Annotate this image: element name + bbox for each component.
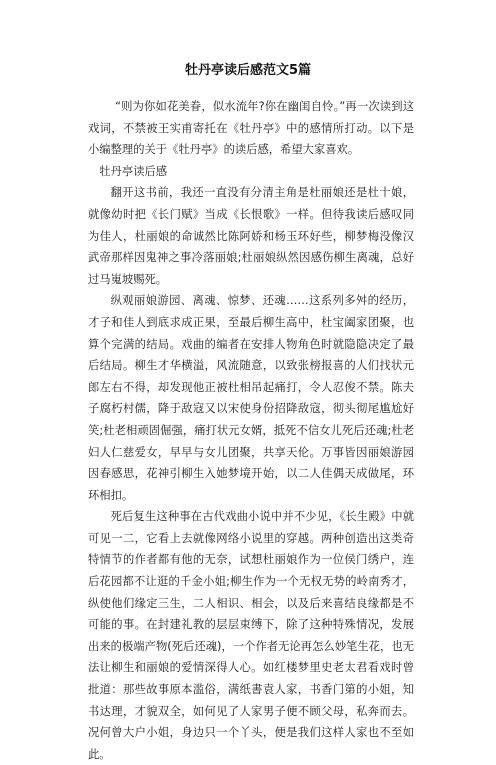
document-title: 牡丹亭读后感范文5篇 <box>184 63 312 78</box>
body-paragraph: 死后复生这种事在古代戏曲小说中并不少见，《长生殿》中就可见一二，它看上去就像网络小说里的穿越。两种创造出这类奇特情节的作者都有他的无奈，试想杜丽娘作为一位侯门绣户，连后花园都不让逛的千金小姐;柳生作为一个无权无势的岭南秀才，纵使他们缘定三生，二人相识、相会，以及后来喜结良缘都是不可能的事。在封建礼教的层层束缚下，除了这种特殊情况，发展出来的极端产物(死后还魂)，一个作者无论再怎么妙笔生花，也无法让柳生和丽娘的爱情深得人心。如红楼梦里史老太君看戏时曾批道：那些故事原本滥俗，满纸書袁人家，书香门第的小姐，知书达理，才貌双全，如何见了人家男子便不顾父母，私奔而去。况何曾大户小姐，身边只一个丫头，便是我们这样人家也不至如此。 <box>88 510 414 761</box>
body-paragraph: 翻开这书前，我还一直没有分清主角是杜丽娘还是杜十娘，就像幼时把《长门赋》当成《长恨歌》一样。但待我读后感叹同为佳人，杜丽娘的命诚然比陈阿娇和杨玉环好些，柳梦梅没像汉武帝那样因鬼神之事冷落丽娘;杜丽娘纵然因感伤柳生离魂，总好过马嵬坡赐死。 <box>88 186 414 286</box>
body-paragraph: 纵观丽娘游园、离魂、惊梦、还魂……这系列多舛的经历，才子和佳人到底求成正果，至最后柳生高中，杜宝阖家团聚，也算个完满的结局。戏曲的编者在安排人物角色时就隐隐决定了最后结局。柳生才华横溢，风流随意，以致张榜报喜的人们找状元郎左右不得，却发现他正被杜相吊起痛打，令人忍俊不禁。陈夫子腐朽村儒，降于敌寇又以宋使身份招降敌寇，彻头彻尾尴尬好笑;杜老相顽固倔强，痛打状元女婿，抵死不信女儿死后还魂;杜老妇人仁慈爱女，早早与女儿团聚，共享天伦。万事皆因丽娘游园因春感思，花神引柳生入她梦境开始，以二人佳偶天成做尾，环环相扣。 <box>88 294 414 502</box>
section-subheading: 牡丹亭读后感 <box>99 164 168 178</box>
document-body <box>88 96 414 765</box>
intro-paragraph: “则为你如花美眷，似水流年?你在幽闺自怜。”再一次读到这戏词，不禁被王实甫寄托在《牡丹亭》中的感情所打动。以下是小编整理的关于《牡丹亭》的读后感，希望大家喜欢。 <box>88 100 414 157</box>
